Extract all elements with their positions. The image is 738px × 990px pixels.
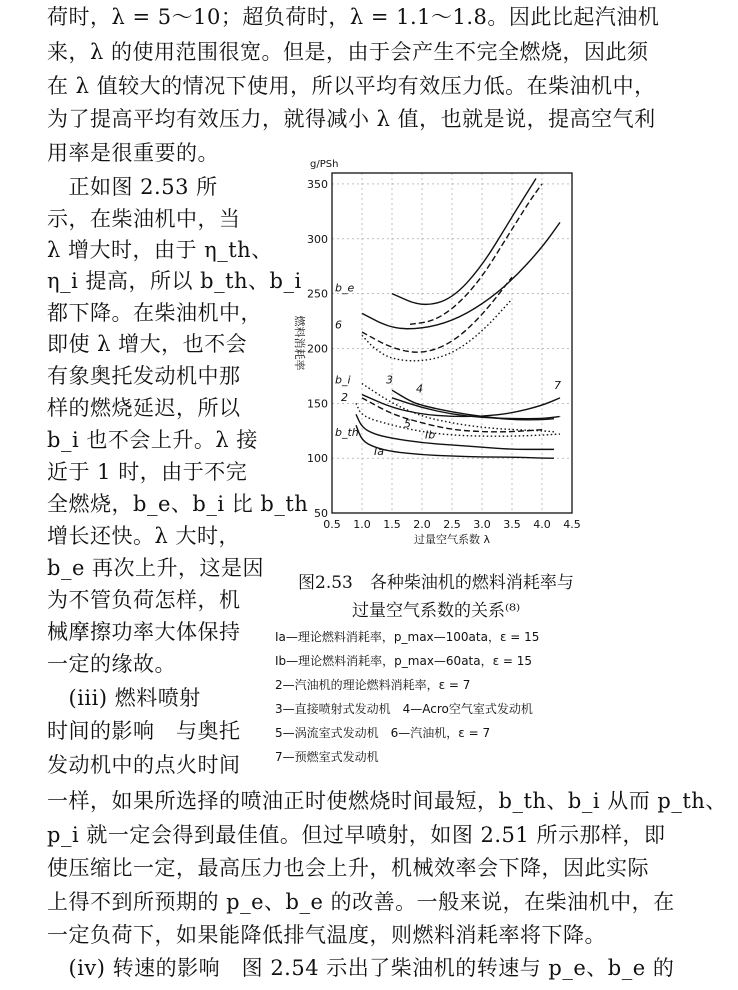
curve-label: b_th	[335, 426, 359, 440]
curve-label: 3	[386, 373, 393, 387]
y-tick-label: 350	[307, 177, 328, 191]
text-line: λ 增大时，由于 η_th、	[47, 238, 273, 262]
x-tick-label: 4.5	[563, 518, 581, 531]
y-tick-label: 50	[314, 507, 328, 520]
text-line: 荷时，λ = 5～10；超负荷时，λ = 1.1～1.8。因此比起汽油机	[47, 5, 660, 29]
text-line: 在 λ 值较大的情况下使用，所以平均有效压力低。在柴油机中，	[47, 74, 656, 98]
curve-label: b_e	[335, 281, 355, 295]
text-line: 正如图 2.53 所	[47, 175, 218, 199]
text-line: b_e 再次上升，这是因	[47, 556, 265, 580]
series-curve	[362, 277, 512, 352]
text-line: (iii) 燃料喷射	[47, 686, 201, 710]
y-tick-label: 300	[307, 232, 328, 246]
curve-label: 4	[416, 382, 423, 396]
text-line: b_i 也不会上升。λ 接	[47, 428, 258, 452]
chart-ticks	[307, 178, 581, 531]
legend-item: 2—汽油机的理论燃料消耗率，ε = 7	[275, 678, 471, 692]
text-line: η_i 提高，所以 b_th、b_i	[47, 269, 302, 293]
figure-caption: 图2.53 各种柴油机的燃料消耗率与	[298, 573, 574, 593]
legend-item: 3—直接喷射式发动机 4—Acro空气室式发动机	[275, 702, 533, 716]
y-axis-label: 燃料消耗率	[293, 315, 306, 371]
text-line: 增长还快。λ 大时，	[47, 524, 240, 548]
series-curve	[362, 384, 554, 432]
text-line: 为了提高平均有效压力，就得减小 λ 值，也就是说，提高空气利	[47, 107, 656, 131]
text-line: 一样，如果所选择的喷油正时使燃烧时间最短，b_th、b_i 从而 p_th、	[47, 789, 727, 813]
x-tick-label: 0.5	[323, 518, 341, 531]
y-tick-label: 200	[307, 342, 328, 356]
legend-item: Ⅰb—理论燃料消耗率，p_max—60ata，ε = 15	[275, 654, 533, 668]
x-axis-label: 过量空气系数 λ	[413, 533, 491, 546]
text-line: 为不管负荷怎样，机	[47, 588, 241, 612]
text-line: 来，λ 的使用范围很宽。但是，由于会产生不完全燃烧，因此须	[47, 40, 649, 64]
legend-item: Ⅰa—理论燃料消耗率，p_max—100ata，ε = 15	[275, 630, 540, 644]
text-line: 一定的缘故。	[47, 652, 176, 676]
curve-label: 2	[341, 391, 348, 405]
x-tick-label: 3.0	[473, 518, 491, 531]
chart-labels	[293, 159, 561, 546]
curve-label: 5	[404, 417, 411, 431]
series-curve	[410, 184, 542, 324]
curve-label: 6	[335, 318, 342, 332]
text-line: 即使 λ 增大，也不会	[47, 332, 248, 356]
text-line: 用率是很重要的。	[47, 141, 219, 165]
curve-label: b_i	[335, 373, 351, 387]
legend-item: 5—涡流室式发动机 6—汽油机，ε = 7	[275, 726, 491, 740]
text-line: 有象奥托发动机中那	[47, 364, 241, 388]
series-curve	[392, 178, 536, 304]
y-tick-label: 100	[307, 452, 328, 466]
text-line: 示，在柴油机中，当	[47, 207, 241, 231]
x-tick-label: 3.5	[503, 518, 521, 531]
x-tick-label: 1.0	[353, 518, 371, 531]
text-line: 近于 1 时，由于不完	[47, 460, 248, 484]
curve-label: 7	[554, 379, 561, 393]
x-tick-label: 2.5	[443, 518, 461, 531]
curve-label: Ia	[374, 444, 384, 458]
legend-item: 7—预燃室式发动机	[275, 750, 379, 764]
text-line: 全燃烧，b_e、b_i 比 b_th	[47, 492, 309, 516]
chart-grid	[332, 173, 572, 513]
text-line: (iv) 转速的影响 图 2.54 示出了柴油机的转速与 p_e、b_e 的	[47, 956, 675, 980]
chart-curves	[356, 178, 560, 458]
text-line: 样的燃烧延迟，所以	[47, 396, 241, 420]
curve-label: Ib	[425, 428, 436, 442]
text-line: 械摩擦功率大体保持	[47, 620, 241, 644]
y-tick-label: 150	[307, 397, 328, 411]
text-line: 使压缩比一定，最高压力也会上升，机械效率会下降，因此实际	[47, 856, 649, 880]
x-tick-label: 4.0	[533, 518, 551, 531]
y-unit-label: g/PSh	[310, 159, 339, 170]
text-line: p_i 就一定会得到最佳值。但过早喷射，如图 2.51 所示那样，即	[47, 823, 666, 847]
text-line: 一定负荷下，如果能降低排气温度，则燃料消耗率将下降。	[47, 923, 606, 947]
text-line: 都下降。在柴油机中，	[47, 301, 262, 325]
series-curve	[362, 299, 512, 361]
text-line: 发动机中的点火时间	[47, 753, 241, 777]
x-tick-label: 2.0	[413, 518, 431, 531]
x-tick-label: 1.5	[383, 518, 401, 531]
fuel-consumption-chart	[282, 148, 612, 568]
text-line: 时间的影响 与奥托	[47, 719, 241, 743]
figure-caption: 过量空气系数的关系⁽⁸⁾	[352, 601, 521, 621]
text-line: 上得不到所预期的 p_e、b_e 的改善。一般来说，在柴油机中，在	[47, 890, 675, 914]
y-tick-label: 250	[307, 287, 328, 301]
